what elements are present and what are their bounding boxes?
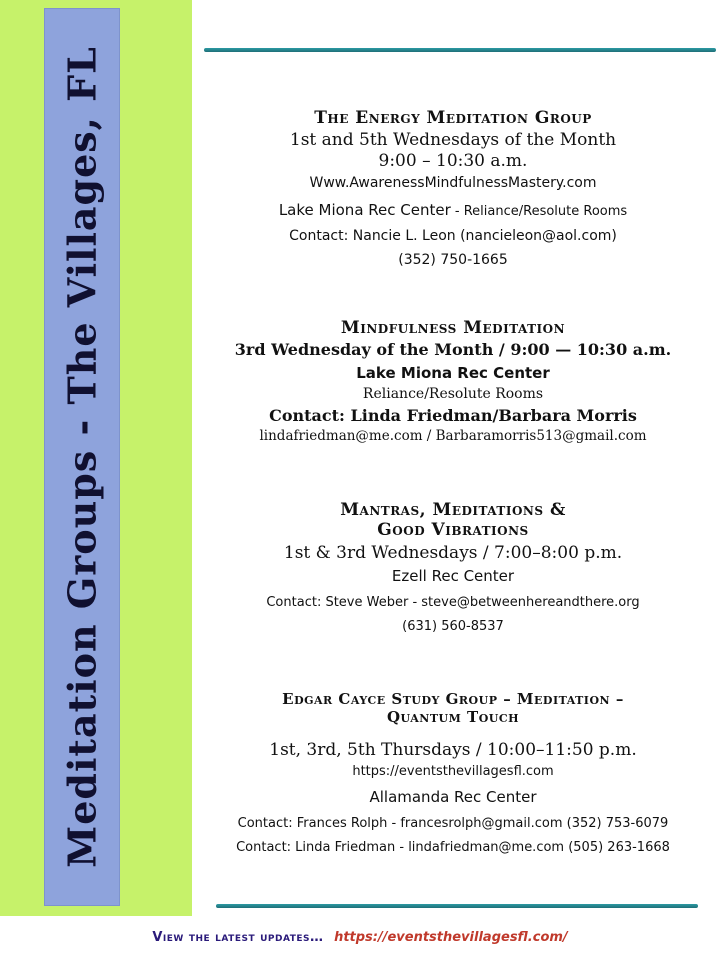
group-contact: Contact: Linda Friedman/Barbara Morris xyxy=(269,406,637,426)
group-emails: lindafriedman@me.com / Barbaramorris513@gmail.com xyxy=(259,427,647,444)
group-mantras-meditations xyxy=(200,500,706,634)
group-website-link[interactable]: Www.AwarenessMindfulnessMastery.com xyxy=(309,175,597,192)
side-title-banner xyxy=(44,8,120,906)
group-edgar-cayce xyxy=(200,690,706,855)
group-location: Ezell Rec Center xyxy=(391,567,515,586)
footer-link[interactable]: https://eventsthevillagesfl.com/ xyxy=(334,930,568,945)
top-divider xyxy=(204,48,716,52)
group-title: Mindfulness Meditation xyxy=(340,318,566,338)
group-rooms: Reliance/Resolute Rooms xyxy=(362,385,544,402)
group-location xyxy=(200,200,706,220)
side-title: Meditation Groups - The Villages, FL xyxy=(59,46,105,868)
group-location: Lake Miona Rec Center xyxy=(356,363,550,382)
group-schedule: 1st and 5th Wednesdays of the Month xyxy=(289,130,617,151)
group-phone: (631) 560-8537 xyxy=(402,618,504,634)
group-contact: Contact: Nancie L. Leon (nancieleon@aol.com) xyxy=(289,227,617,244)
group-phone: (352) 750-1665 xyxy=(398,252,508,269)
group-schedule-time: 1st & 3rd Wednesdays / 7:00–8:00 p.m. xyxy=(283,542,623,563)
group-location: Allamanda Rec Center xyxy=(369,787,537,806)
group-contact: Contact: Steve Weber - steve@betweenhereandthere.org xyxy=(266,595,640,611)
group-title: The Energy Meditation Group xyxy=(314,108,592,128)
footer xyxy=(0,930,720,945)
group-title-line2: Quantum Touch xyxy=(386,708,520,726)
bottom-divider xyxy=(216,904,698,908)
group-schedule-time: 1st, 3rd, 5th Thursdays / 10:00–11:50 p.m. xyxy=(269,740,637,760)
group-schedule-time: 3rd Wednesday of the Month / 9:00 — 10:30 a.m. xyxy=(234,340,672,360)
group-contact-1: Contact: Frances Rolph - francesrolph@gmail.com (352) 753-6079 xyxy=(237,815,669,831)
group-mindfulness-meditation xyxy=(200,318,706,444)
location-rooms: - Reliance/Resolute Rooms xyxy=(450,203,628,219)
group-title-line2: Good Vibrations xyxy=(377,520,529,541)
footer-lead-text: View the latest updates… xyxy=(152,930,324,945)
group-website-link[interactable]: https://eventsthevillagesfl.com xyxy=(352,764,554,780)
group-title-line1: Mantras, Meditations & xyxy=(340,500,566,520)
group-title-line1: Edgar Cayce Study Group – Meditation – xyxy=(282,690,624,708)
group-time: 9:00 – 10:30 a.m. xyxy=(378,150,528,171)
group-energy-meditation xyxy=(200,108,706,269)
group-contact-2: Contact: Linda Friedman - lindafriedman@me.com (505) 263-1668 xyxy=(236,839,670,855)
location-name: Lake Miona Rec Center xyxy=(278,200,451,219)
